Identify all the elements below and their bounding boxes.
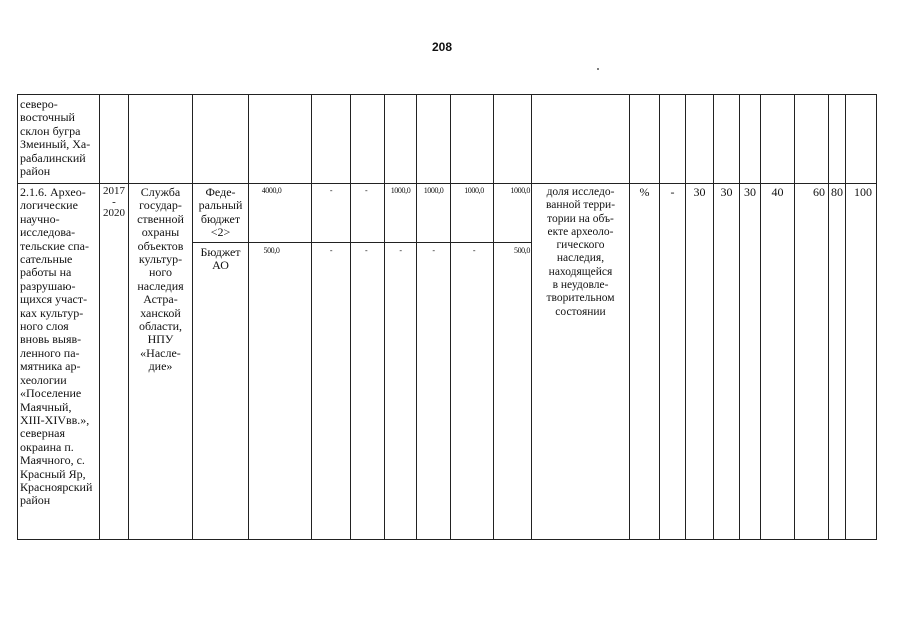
regional-year-2017: -	[399, 246, 402, 255]
table-line	[192, 242, 531, 243]
scan-dot	[597, 68, 599, 70]
indicator-value-2015: 30	[720, 185, 733, 199]
table-line	[416, 94, 417, 540]
indicator-value-2020: 100	[854, 185, 872, 199]
indicator-value-2019: 80	[831, 185, 843, 199]
regional-total: 500,0	[263, 246, 280, 255]
implementation-period: 2017 - 2020	[103, 185, 125, 219]
federal-total: 4000,0	[261, 186, 282, 195]
federal-year-2018: 1000,0	[423, 186, 444, 195]
table-line	[659, 94, 660, 540]
table-line	[760, 94, 761, 540]
table-line	[876, 94, 877, 540]
table-line	[739, 94, 740, 540]
federal-year-2019: 1000,0	[464, 186, 484, 195]
federal-year-2017: 1000,0	[390, 186, 411, 195]
table-line	[248, 94, 249, 540]
page-number: 208	[432, 40, 453, 54]
table-line	[99, 94, 100, 540]
table-line	[493, 94, 494, 540]
table-line	[629, 94, 630, 540]
table-line	[713, 94, 714, 540]
responsible-executor: Служба государ- ственной охраны объектов культур- ного наследия Астра- ханской области, НПУ «Насле- дие»	[137, 185, 184, 374]
table-line	[17, 183, 877, 184]
continued-row-description: северо- восточный склон бугра Змеиный, Ха- рабалинский район	[20, 97, 91, 179]
table-line	[450, 94, 451, 540]
regional-year-2015: -	[329, 246, 333, 255]
table-line	[17, 94, 18, 540]
target-indicator: доля исследо- ванной терри- тории на объ- екте археоло- гического наследия, находящейся в неудовле- творительном состоянии	[545, 186, 616, 318]
regional-year-2016: -	[365, 246, 368, 255]
indicator-value-2016: 30	[744, 185, 756, 199]
indicator-value-2018: 60	[813, 185, 825, 199]
table-line	[845, 94, 846, 540]
table-line	[17, 539, 877, 540]
table-line	[794, 94, 795, 540]
table-line	[685, 94, 686, 540]
funding-source-regional: Бюджет АО	[200, 245, 241, 273]
regional-year-2020: 500,0	[513, 246, 530, 255]
regional-year-2019: -	[472, 246, 476, 255]
regional-year-2018: -	[432, 246, 435, 255]
table-line	[350, 94, 351, 540]
table-line	[384, 94, 385, 540]
indicator-value-2017: 40	[771, 185, 784, 199]
table-line	[192, 94, 193, 540]
indicator-value-2013: -	[670, 185, 675, 199]
federal-year-2015: -	[329, 186, 333, 195]
activity-description: 2.1.6. Архео- логические научно- исследова- тельские спа- сательные работы на разрушаю- щихся участ- ках культур- ного слоя вновь выяв- ленного па- мятника ар- хеологии «Поселение Маячный, XIII-XIVвв.», северная окраина п. Маячного, с. Красный Яр, Красноярский район	[20, 185, 93, 508]
table-line	[17, 94, 877, 95]
federal-year-2020: 1000,0	[510, 186, 530, 195]
measurement-unit: %	[639, 185, 650, 199]
table-line	[311, 94, 312, 540]
table-line	[828, 94, 829, 540]
federal-year-2016: -	[365, 186, 368, 195]
funding-source-federal: Феде- ральный бюджет <2>	[198, 185, 243, 240]
indicator-value-2014: 30	[693, 185, 706, 199]
